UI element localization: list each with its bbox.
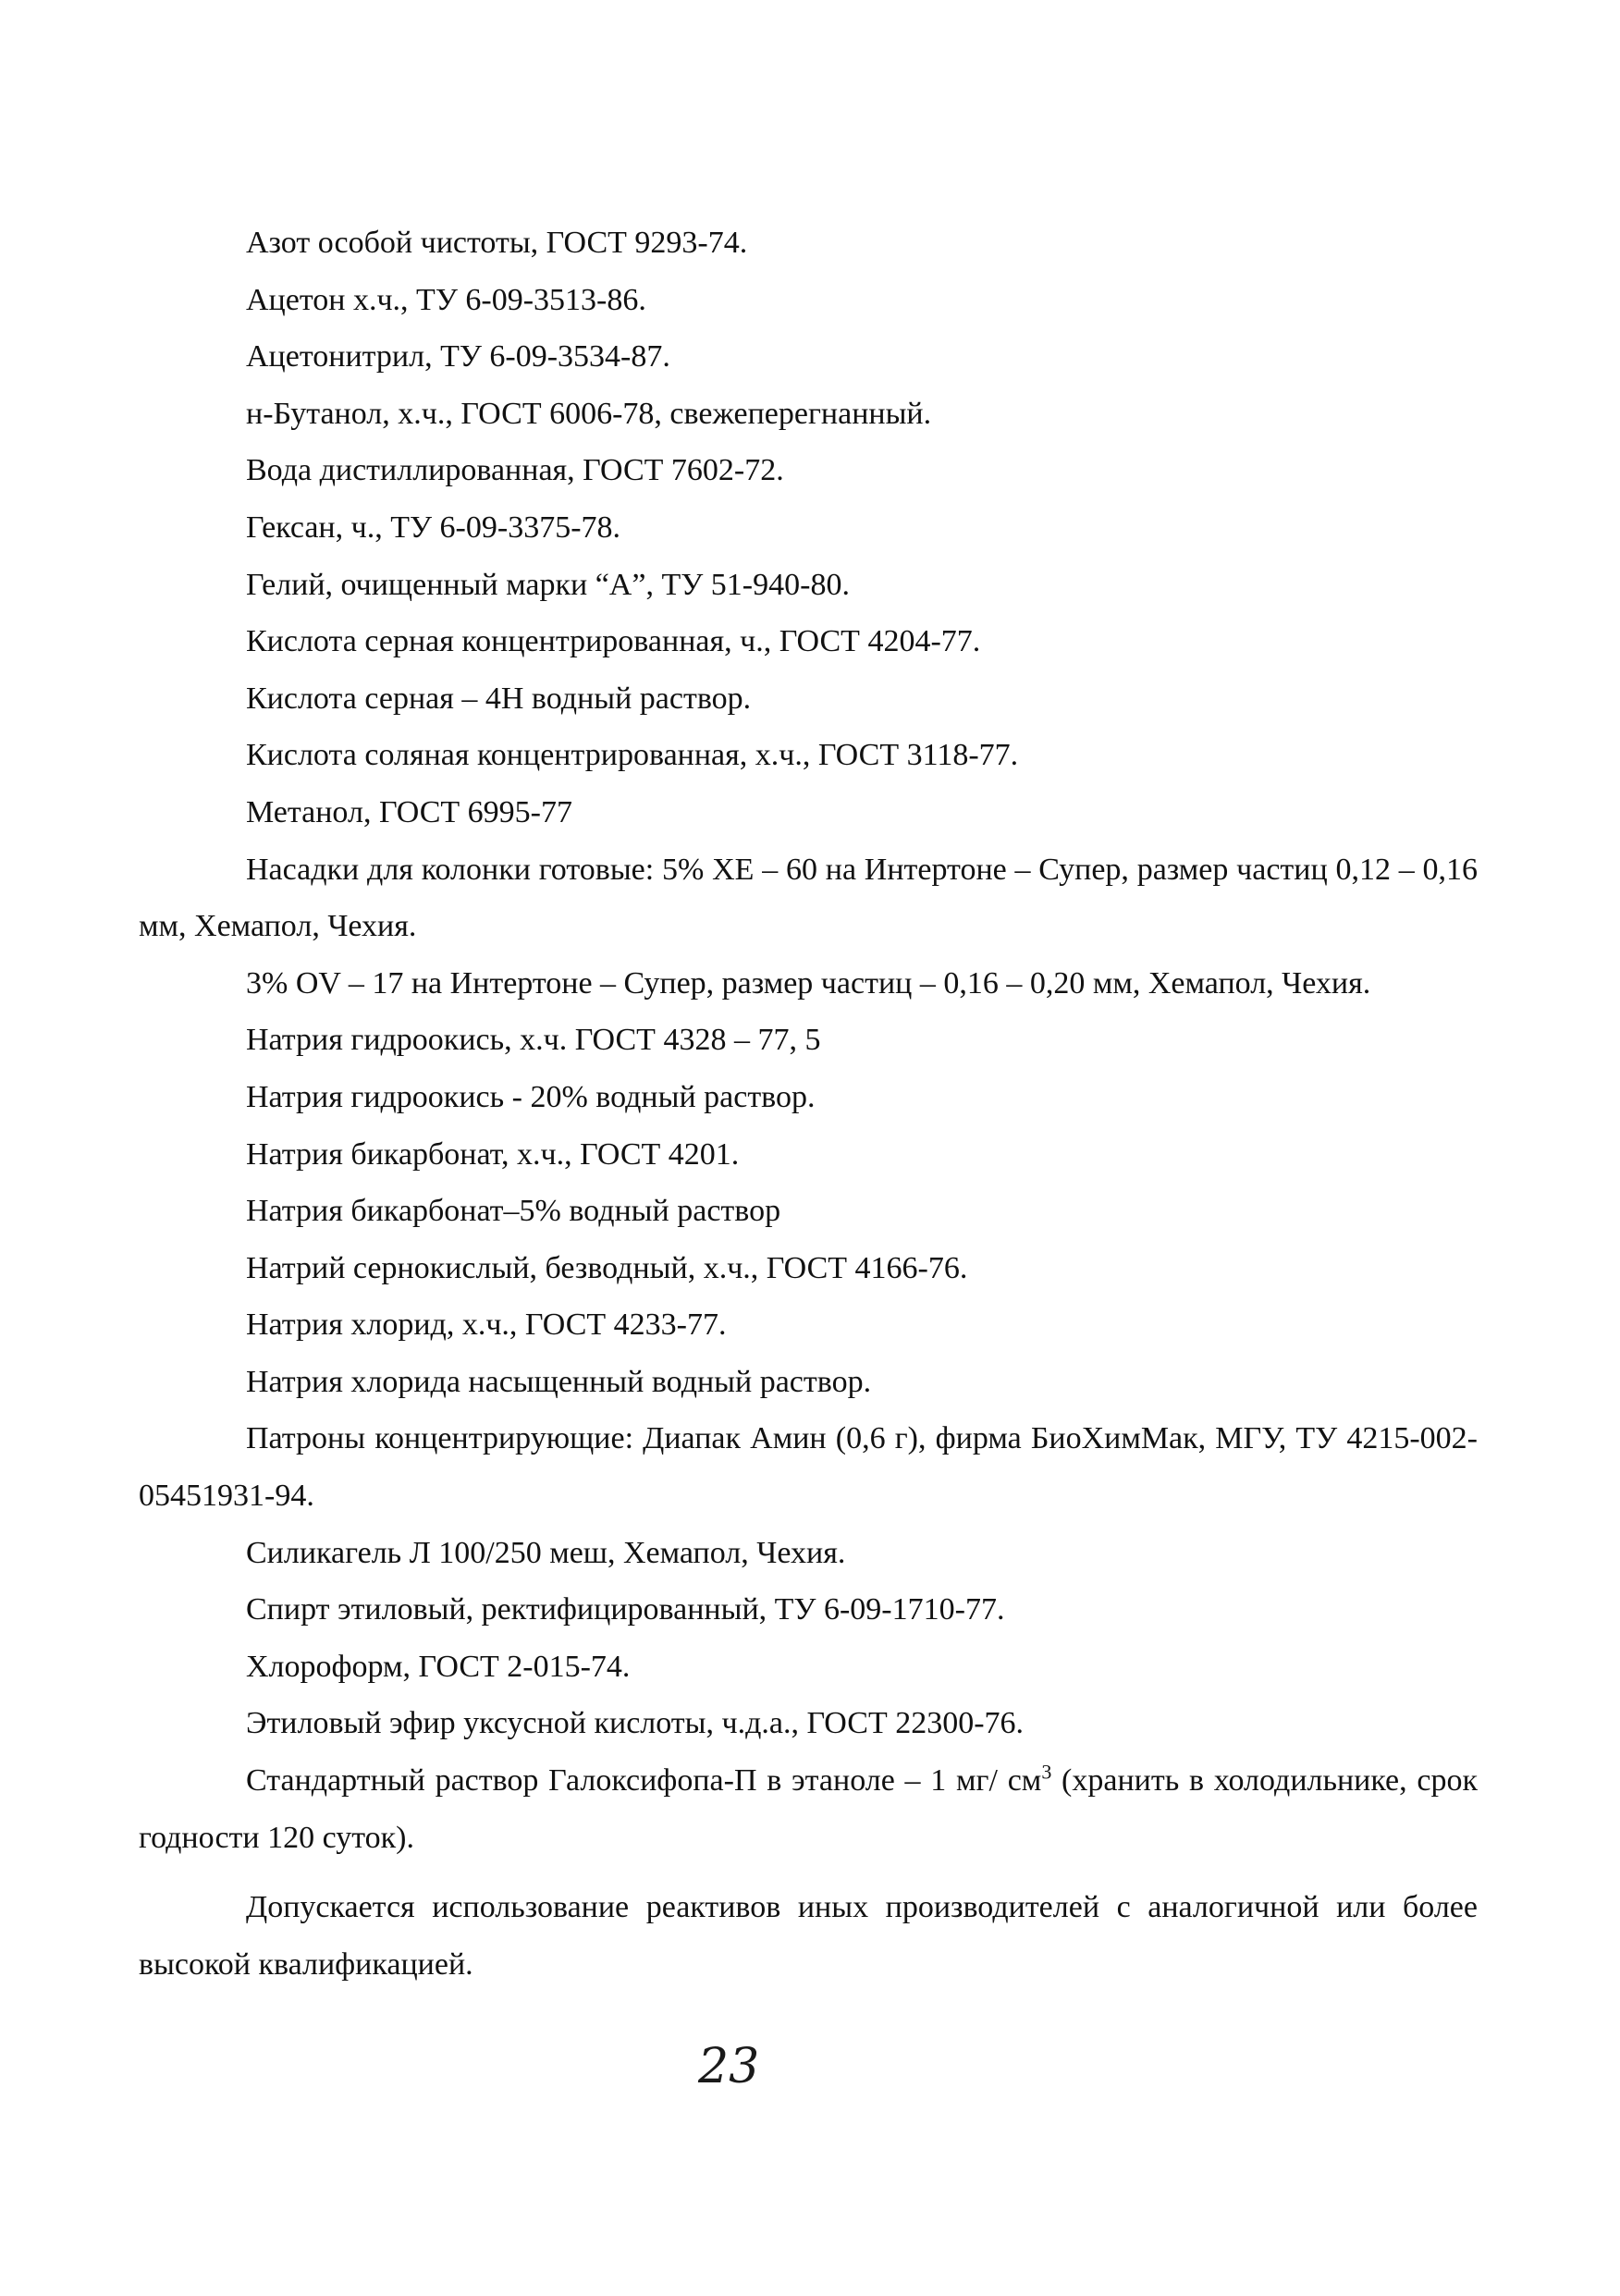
- reagent-line: Натрия гидроокись - 20% водный раствор.: [246, 1079, 816, 1114]
- standard-solution-line: [139, 1752, 1478, 1866]
- reagent-line: Натрия хлорид, х.ч., ГОСТ 4233-77.: [246, 1308, 727, 1343]
- reagent-line: 3% OV – 17 на Интертоне – Супер, размер частиц – 0,16 – 0,20 мм, Хемапол, Чехия.: [246, 965, 1371, 1001]
- reagent-line: Кислота серная – 4Н водный раствор.: [246, 681, 752, 716]
- reagent-line: Этиловый эфир уксусной кислоты, ч.д.а., ГОСТ 22300-76.: [246, 1706, 1025, 1741]
- reagent-line: Метанол, ГОСТ 6995-77: [246, 794, 572, 829]
- reagent-line: Кислота соляная концентрированная, х.ч., ГОСТ 3118-77.: [246, 738, 1019, 773]
- standard-solution-text: Стандартный раствор Галоксифопа-П в этаноле – 1 мг/ см: [246, 1763, 1042, 1799]
- reagent-line: Вода дистиллированная, ГОСТ 7602-72.: [246, 453, 784, 488]
- reagent-line: Гелий, очищенный марки “А”, ТУ 51-940-80.: [246, 567, 850, 602]
- reagent-line: Ацетон х.ч., ТУ 6-09-3513-86.: [246, 282, 646, 317]
- reagent-line: Натрия бикарбонат–5% водный раствор: [246, 1194, 781, 1229]
- standard-solution-storage: (хранить в холодильнике, срок годности 120 суток).: [139, 1763, 1478, 1855]
- reagent-list: [139, 215, 1478, 1993]
- reagent-line: Спирт этиловый, ректифицированный, ТУ 6-09-1710-77.: [246, 1592, 1005, 1627]
- reagent-line: Насадки для колонки готовые: 5% ХЕ – 60 на Интертоне – Супер, размер частиц 0,12 – 0,16 мм, Хемапол, Чехия.: [139, 852, 1478, 944]
- reagent-line: Натрия бикарбонат, х.ч., ГОСТ 4201.: [246, 1136, 740, 1172]
- reagent-line: Ацетонитрил, ТУ 6-09-3534-87.: [246, 339, 670, 374]
- reagent-line: Азот особой чистоты, ГОСТ 9293-74.: [246, 226, 748, 260]
- reagent-line: Натрия хлорида насыщенный водный раствор.: [246, 1364, 872, 1399]
- substitution-note: Допускается использование реактивов иных производителей с аналогичной или более высокой квалификацией.: [139, 1890, 1478, 1982]
- reagent-line: Патроны концентрирующие: Диапак Амин (0,6 г), фирма БиоХимМак, МГУ, ТУ 4215-002-05451931-94.: [139, 1421, 1478, 1514]
- reagent-line: Кислота серная концентрированная, ч., ГОСТ 4204-77.: [246, 624, 981, 659]
- reagent-line: Гексан, ч., ТУ 6-09-3375-78.: [246, 510, 621, 545]
- reagent-line: Натрия гидроокись, х.ч. ГОСТ 4328 – 77, 5: [246, 1023, 821, 1058]
- reagent-line: Натрий сернокислый, безводный, х.ч., ГОСТ 4166-76.: [246, 1250, 968, 1285]
- page-number: 23: [698, 2039, 760, 2094]
- reagent-line: Силикагель Л 100/250 меш, Хемапол, Чехия.: [246, 1535, 846, 1570]
- reagent-line: Хлороформ, ГОСТ 2-015-74.: [246, 1649, 631, 1684]
- reagent-line: н-Бутанол, х.ч., ГОСТ 6006-78, свежеперегнанный.: [246, 396, 932, 431]
- cubic-superscript: 3: [1041, 1760, 1052, 1784]
